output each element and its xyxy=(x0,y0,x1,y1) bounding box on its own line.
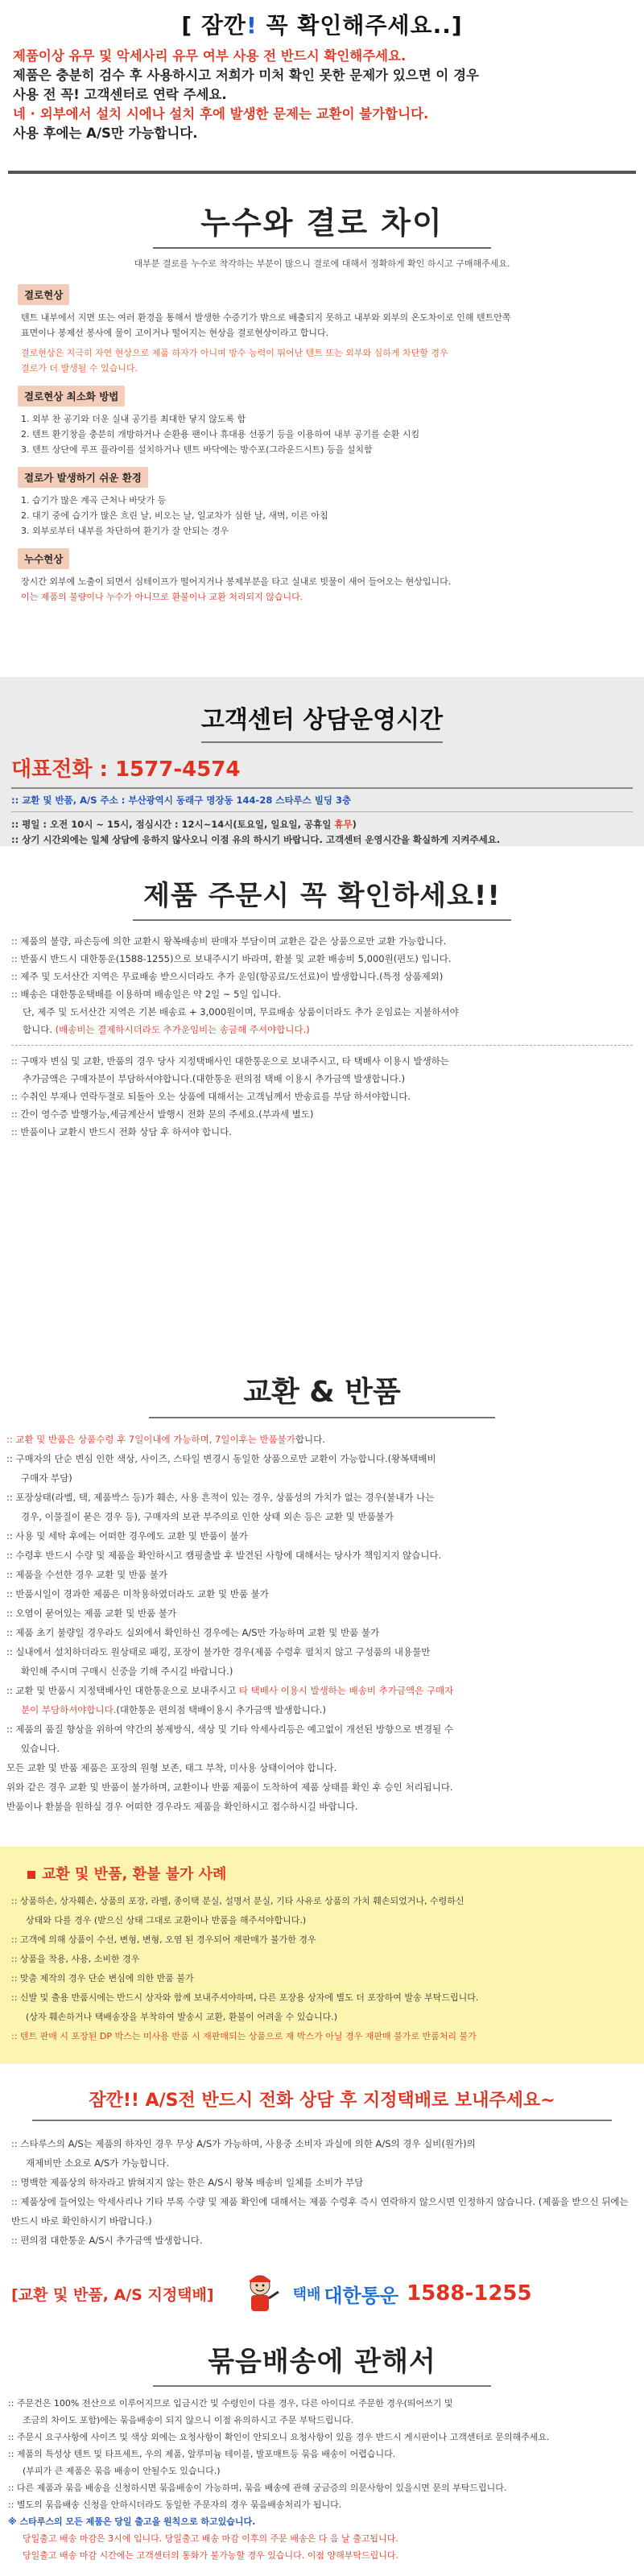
cs-title: 고객센터 상담운영시간 xyxy=(200,706,444,734)
exchange-title: 교환 & 반품 xyxy=(243,1376,401,1409)
condensation-section: 누수와 결로 차이 대부분 결로를 누수로 착각하는 부분이 많으니 결로에 대해서 정확하게 확인 하시고 구매해주세요. 결로현상 텐트 내부에서 지면 또는 여러 환경을 통해서 발생한 수증기가 밖으로 배출되지 못하고 내부와 외부의 온도차이로 인해 텐트안쪽 표면이나 봉제선 봉사에 물이 고이거나 떨어지는 현상을 결로현상이라고 합니다. 결로현상은 지극히 자연 현상으로 제품 하자가 아니며 방수 능력이 뛰어난 텐트 또는 외부와 심하게 차단할 경우 결로가 더 발생될 수 있습니다. 결로현상 최소화 방법 1. 외부 찬 공기와 더운 실내 공기를 최대한 닿지 않도록 함 2. 텐트 환기창을 충분히 개방하거나 순환용 팬이나 휴대용 선풍기 등을 이용하여 내부 공기를 순환 시킴 3. 텐트 상단에 루프 플라이를 설치하거나 텐트 바닥에는 방수포(그라운드시트) 등을 설치함 결로가 발생하기 쉬운 환경 1. 습기가 많은 계곡 근처나 바닷가 등 2. 대기 중에 습기가 많은 흐린 날, 비오는 날, 일교차가 심한 날, 새벽, 이른 아침 3. 외부로부터 내부를 차단하여 환기가 잘 안되는 경우 누수현상 장시간 외부에 노출이 되면서 심테이프가 떨어지거나 봉제부분을 타고 실내로 빗물이 새어 들어오는 현상입니다. 이는 제품의 불량이나 누수가 아니므로 환불이나 교환 처리되지 않습니다. xyxy=(0,174,644,677)
notice-section xyxy=(0,0,644,171)
as-title: 잠깐!! A/S전 반드시 전화 상담 후 지정택배로 보내주세요~ xyxy=(89,2091,555,2111)
bundle-shipping-section: 묶음배송에 관해서 :: 주문건은 100% 전산으로 이루어지므로 입금시간 및 수령인이 다를 경우, 다른 아이디로 주문한 경우(띄어쓰기 및 조금의 차이도 포함)에는 묶음배송이 되지 않으니 이점 유의하시고 주문 부탁드립니다. :: 주문시 요구사항에 사이즈 및 색상 외에는 요청사항이 확인이 안되오니 요청사항이 있을 경우 반드시 게시판이나 고객센터로 문의해주세요. :: 제품의 특성상 텐트 및 타프세트, 우의 제품, 알루미늄 테이블, 발포매트등 묶음 배송이 어렵습니다. (부피가 큰 제품은 묶음 배송이 안될수도 있습니다.) :: 다른 제품과 묶음 배송을 신청하시면 묶음배송이 가능하며, 묶음 배송에 관해 궁금증의 의문사항이 있을시면 문의 부탁드립니다. :: 별도의 묶음배송 신청을 안하시더라도 동일한 주문자의 경우 묶음배송처리가 됩니다. ※ 스타루스의 모든 제품은 당일 출고을 원칙으로 하고있습니다. 당일출고 배송 마감은 3시에 입니다. 당일출고 배송 마감 이후의 주문 배송은 다 음 날 출고됩니다. 당일출고 배송 마감 시간에는 고객센터의 통화가 불가능할 경우 있습니다. 이점 양해부탁드립니다. xyxy=(0,2322,644,2576)
courier-name: 대한통운 xyxy=(324,2284,399,2307)
notice-line: 사용 후에는 A/S만 가능합니다. xyxy=(13,126,198,141)
condensation-title: 누수와 결로 차이 xyxy=(200,205,444,241)
no-refund-title: 교환 및 반품, 환불 불가 사례 xyxy=(11,1863,633,1884)
operating-hours: :: 평일 : 오전 10시 ~ 15시, 점심시간 : 12시~14시(토요일, 일요일, 공휴일 휴무) xyxy=(11,819,357,830)
courier-small-label: 택배 xyxy=(292,2286,321,2303)
exchange-return-section: 교환 & 반품 :: 교환 및 반품은 상품수령 후 7일이내에 가능하며, 7일이후는 반품불가합니다. :: 구매자의 단순 변심 인한 색상, 사이즈, 스타일 변경시 동일한 상품으로만 교환이 가능합니다.(왕복택배비 구매자 부담) :: 포장상태(라벨, 택, 제품박스 등)가 훼손, 사용 흔적이 있는 경우, 상품성의 가치가 없는 경우(불내가 나는 경우, 이물질이 묻은 경우 등), 구매자의 보관 부주의로 인한 상태 외손 등은 교환 및 반품불가 :: 사용 및 세탁 후에는 어떠한 경우에도 교환 및 반품이 불가 :: 수령후 반드시 수량 및 제품을 확인하시고 캠핑출발 후 발견된 사항에 대해서는 당사가 책임지지 않습니다. :: 제품을 수선한 경우 교환 및 반품 불가 :: 반품시일이 경과한 제품은 미착용하였더라도 교환 및 반품 불가 :: 오염이 묻어있는 제품 교환 및 반품 불가 :: 제품 초기 불량일 경우라도 실외에서 확인하신 경우에는 A/S만 가능하며 교환 및 반품 불가 :: 실내에서 설치하더라도 원상태로 패킹, 포장이 불가한 경우(제품 수령후 펼치지 않고 구성품의 내용물만 확인해 주시며 구매시 신중을 기해 주시길 바랍니다.) :: 교환 및 반품시 지정택배사인 대한통운으로 보내주시고 타 택배사 이용시 발생하는 배송비 추가금액은 구매자 분이 부담하셔야합니다.(대한통운 편의점 택배이용시 추가금액 발생합니다.) :: 제품의 품질 향상을 위하여 약간의 봉제방식, 색상 및 기타 악세사리등은 예고없이 개선된 방향으로 변경될 수 있습니다. 모든 교환 및 반품 제품은 포장의 원형 보존, 태그 부착, 미사용 상태이어야 합니다. 위와 같은 경우 교환 및 반품이 불가하며, 교환이나 반품 제품이 도착하여 제품 상태를 확인 후 승인 처리됩니다. 반품이나 환불을 원하실 경우 어떠한 경우라도 제품을 확인하시고 접수하시길 바랍니다. xyxy=(0,1337,644,1847)
notice-line: 사용 전 꼭! 고객센터로 연락 주세요. xyxy=(13,87,227,102)
courier-phone[interactable]: 1588-1255 xyxy=(407,2281,532,2306)
courier-info xyxy=(0,2271,644,2316)
label-pill: 결로현상 최소화 방법 xyxy=(18,386,125,407)
as-section: 잠깐!! A/S전 반드시 전화 상담 후 지정택배로 보내주세요~ :: 스타루스의 A/S는 제품의 하자인 경우 무상 A/S가 가능하며, 사용중 소비자 과실에 의한 A/S의 경우 실비(원가)의 재제비만 소요로 A/S가 가능합니다. :: 명백한 제품상의 하자라고 밝혀지지 않는 한은 A/S시 왕복 배송비 일체를 소비가 부담 :: 제품상에 들어있는 악세사리나 기타 부록 수량 및 제품 확인에 대해서는 제품 수령후 즉시 연락하지 않으시면 인정하지 않습니다. (제품을 받으신 뒤에는 반드시 바로 확인하시기 바랍니다.) :: 편의점 대한통운 A/S시 추가금액 발생합니다. [교환 및 반품, A/S 지정택배] 택배 대한통운 1588-1255 xyxy=(0,2064,644,2322)
label-pill: 누수현상 xyxy=(18,548,69,569)
square-bullet-icon xyxy=(27,1871,35,1879)
courier-label: [교환 및 반품, A/S 지정택배] xyxy=(11,2285,214,2304)
title-underline xyxy=(153,247,491,249)
customer-center-section xyxy=(0,677,644,846)
label-pill: 결로가 발생하기 쉬운 환경 xyxy=(18,467,148,488)
notice-line: 제품은 충분히 검수 후 사용하시고 저희가 미처 확인 못한 문제가 있으면 이 경우 xyxy=(13,68,479,83)
notice-line: 네 · 외부에서 설치 시에나 설치 후에 발생한 문제는 교환이 불가합니다. xyxy=(13,106,429,122)
notice-title: [ 잠깐! 꼭 확인해주세요..] xyxy=(181,12,463,39)
notice-line: 제품이상 유무 및 악세사리 유무 여부 사용 전 반드시 확인해주세요. xyxy=(13,48,407,64)
return-address: :: 교환 및 반품, A/S 주소 : 부산광역시 동래구 명장동 144-28 스타루스 빌딩 3층 xyxy=(11,795,352,806)
condensation-subtitle: 대부분 결로를 누수로 착각하는 부분이 많으니 결로에 대해서 정확하게 확인 하시고 구매해주세요. xyxy=(134,258,510,269)
bundle-title: 묶음배송에 관해서 xyxy=(208,2346,436,2378)
order-title: 제품 주문시 꼭 확인하세요!! xyxy=(143,880,501,912)
exclamation-icon: ! xyxy=(246,12,258,39)
no-refund-box: 교환 및 반품, 환불 불가 사례 :: 상품하손, 상자훼손, 상품의 포장, 라벨, 종이택 분실, 설명서 분실, 기타 사유로 상품의 가치 훼손되었거나, 수령하신 상태와 다를 경우 (받으신 상태 그대로 교환이나 반품을 해주셔야합니다.) :: 고객에 의해 상품이 수선, 변형, 변형, 오염 된 경우되어 재판매가 불가한 경우 :: 상품을 착용, 사용, 소비한 경우 :: 맞춤 제작의 경우 단순 변심에 의한 반품 불가 :: 신발 및 출용 반품시에는 반드시 상자와 함께 보내주셔야하며, 다른 포장용 상자에 별도 더 포장하여 발송 부탁드립니다. (상자 훼손하거나 택배송장을 부착하여 발송시 교환, 환불이 어려울 수 있습니다.) :: 텐트 판매 시 포장된 DP 박스는 미사용 반품 시 재판매되는 상품으로 재 박스가 아닐 경우 재판매 불가로 반품처리 불가 xyxy=(0,1847,644,2064)
order-notice-section: 제품 주문시 꼭 확인하세요!! :: 제품의 불량, 파손등에 의한 교환시 왕복배송비 판매자 부담이며 교환은 같은 상품으로만 교환 가능합니다. :: 반품시 반드시 대한통운(1588-1255)으로 보내주시기 바라며, 환불 및 교환 배송비 5,000원(편도) 입니다. :: 제주 및 도서산간 지역은 무료배송 받으시더라도 추가 운임(항공료/도선료)이 발생합니다.(특정 상품제외) :: 배송은 대한통운택배를 이용하며 배송일은 약 2일 ~ 5일 입니다. 단, 제주 및 도서산간 지역은 기본 배송료 + 3,000원이며, 무료배송 상품이더라도 추가 운임료는 지불하셔야 합니다. (배송비는 결제하시더라도 추가운임비는 송금해 주셔야합니다.) :: 구매자 변심 및 교환, 반품의 경우 당사 지정택배사인 대한통운으로 보내주시고, 타 택배사 이용시 발생하는 추가금액은 구매자분이 부담하셔야합니다.(대한통운 편의점 택배 이용시 추가금액 발생합니다.) :: 수취인 부재나 연락두절로 되돌아 오는 상품에 대해서는 고객님께서 반송료를 부담 하셔야합니다. :: 간이 영수증 발행가능,세금계산서 발행시 전화 문의 주세요.(부과세 별도) :: 반품이나 교환시 반드시 전화 상담 후 하셔야 합니다. xyxy=(0,846,644,1337)
title-underline xyxy=(201,741,443,743)
label-pill: 결로현상 xyxy=(18,284,69,305)
delivery-person-icon xyxy=(232,2271,288,2316)
phone-number[interactable]: 대표전화 : 1577-4574 xyxy=(11,758,241,782)
hours-note: :: 상기 시간외에는 일체 상담에 응하지 않사오니 이점 유의 하시기 바랍니다. 고객센터 운영시간을 확실하게 지켜주세요. xyxy=(11,834,501,845)
